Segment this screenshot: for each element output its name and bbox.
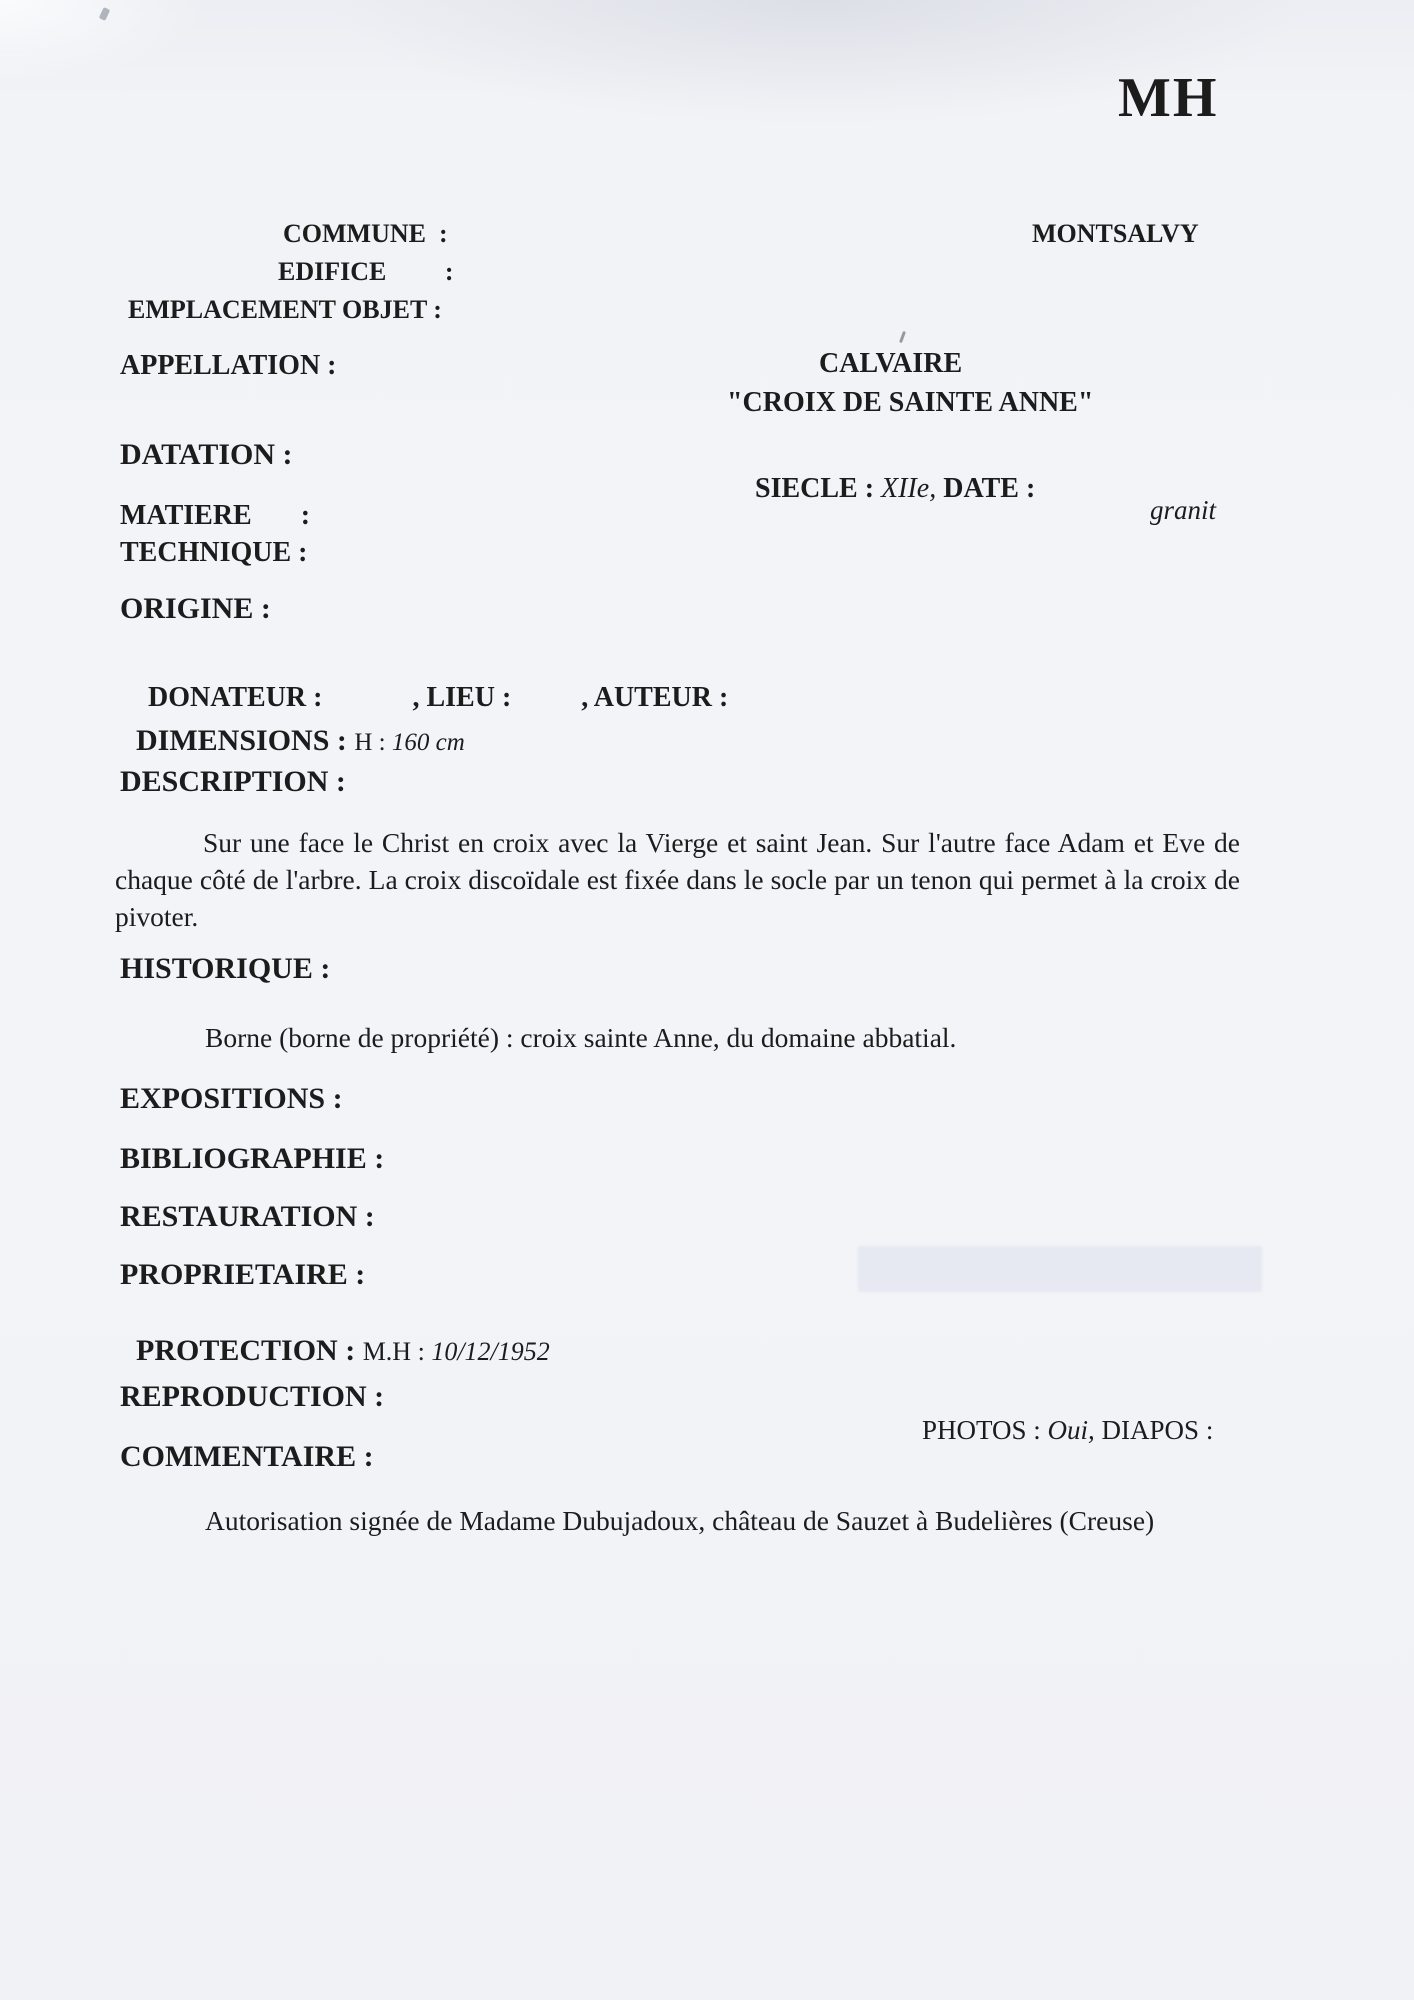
dimensions-value: 160 cm	[391, 729, 465, 757]
reproduction-label: REPRODUCTION :	[120, 1380, 385, 1413]
dimensions-label: DIMENSIONS :	[136, 724, 355, 758]
edifice-label: EDIFICE :	[278, 257, 454, 286]
historique-label: HISTORIQUE :	[120, 952, 331, 985]
photos-label: PHOTOS :	[922, 1415, 1048, 1446]
siecle-label: SIECLE :	[755, 473, 882, 505]
lieu-label: , LIEU :	[412, 682, 512, 714]
scan-speck	[99, 7, 110, 21]
expositions-label: EXPOSITIONS :	[120, 1082, 343, 1115]
photos-value: Oui,	[1047, 1415, 1095, 1446]
protection-date: 10/12/1952	[431, 1337, 550, 1367]
photos-diapos-line	[895, 1384, 1213, 1477]
appellation-value-line2: "CROIX DE SAINTE ANNE"	[727, 387, 1094, 418]
protection-label: PROTECTION :	[136, 1334, 363, 1368]
proprietaire-label: PROPRIETAIRE :	[120, 1258, 366, 1291]
origine-label: ORIGINE :	[120, 592, 271, 625]
datation-label: DATATION :	[120, 438, 293, 471]
date-label: DATE :	[936, 473, 1036, 505]
matiere-value: granit	[1150, 495, 1217, 525]
appellation-value-line1: CALVAIRE	[819, 348, 963, 379]
technique-label: TECHNIQUE :	[120, 537, 308, 568]
matiere-label: MATIERE :	[120, 500, 311, 531]
description-text: Sur une face le Christ en croix avec la Vierge et saint Jean. Sur l'autre face Adam et Eve de chaque côté de l'arbre. La croix discoïdale est fixée dans le socle par un tenon qui permet à la croix de pivoter.	[115, 827, 1240, 932]
historique-text: Borne (borne de propriété) : croix sainte Anne, du domaine abbatial.	[205, 1022, 957, 1053]
dimensions-h-label: H :	[354, 729, 392, 757]
protection-line	[120, 1316, 550, 1387]
commune-label: COMMUNE :	[283, 219, 448, 248]
mh-stamp: MH	[1118, 67, 1219, 129]
siecle-date-line	[727, 441, 1035, 538]
auteur-label: , AUTEUR :	[581, 682, 729, 714]
commune-value: MONTSALVY	[1032, 219, 1199, 248]
restauration-label: RESTAURATION :	[120, 1200, 375, 1233]
siecle-value: XIIe,	[881, 473, 937, 505]
bibliographie-label: BIBLIOGRAPHIE :	[120, 1142, 385, 1175]
description-label: DESCRIPTION :	[120, 765, 346, 798]
scan-artifact-band	[858, 1246, 1262, 1292]
commentaire-text: Autorisation signée de Madame Dubujadoux, château de Sauzet à Budelières (Creuse)	[205, 1505, 1155, 1536]
diapos-label: DIAPOS :	[1094, 1415, 1214, 1446]
emplacement-objet-label: EMPLACEMENT OBJET :	[128, 295, 442, 324]
commentaire-label: COMMENTAIRE :	[120, 1440, 374, 1473]
scan-speck	[899, 331, 906, 343]
protection-mh: M.H :	[362, 1337, 432, 1367]
donateur-label: DONATEUR :	[148, 682, 323, 714]
appellation-label: APPELLATION :	[120, 350, 337, 381]
